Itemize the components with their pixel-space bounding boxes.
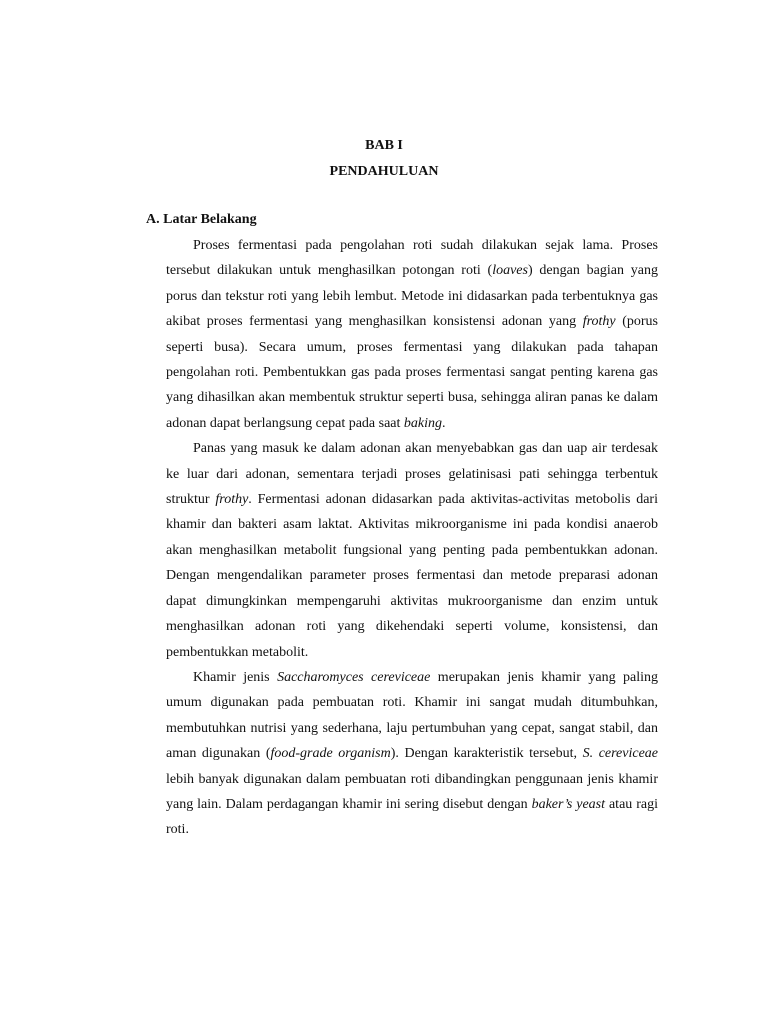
text-run: . Fermentasi adonan didasarkan pada aktivitas-activitas metobolis dari khamir dan bakteri asam laktat. Aktivitas mikroorganisme ini pada kondisi anaerob akan menghasilkan metabolit fungsional yang penting pada pembentukkan adonan. Dengan mengendalikan parameter proses fermentasi dan metode preparasi adonan dapat dimungkinkan mempengaruhi aktivitas mukroorganisme dan enzim untuk menghasilkan adonan roti yang dikehendaki seperti volume, konsistensi, dan pembentukkan metabolit. <box>166 492 658 660</box>
text-run: (porus seperti busa). Secara umum, proses fermentasi yang dilakukan pada tahapan pengolahan roti. Pembentukkan gas pada proses fermentasi sangat penting karena gas yang dihasilkan akan membentuk struktur seperti busa, sehingga aliran panas ke dalam adonan dapat berlangsung cepat pada saat <box>166 314 658 431</box>
italic-term: food-grade organism <box>270 746 391 762</box>
chapter-label: BAB I <box>365 138 403 153</box>
text-run: Panas yang masuk ke dalam adonan akan menyebabkan gas dan uap air terdesak ke luar dari adonan, sementara terjadi proses gelatinisasi pati sehingga terbentuk struktur <box>166 441 658 508</box>
body-paragraph <box>166 233 658 436</box>
text-run: merupakan jenis khamir yang paling umum digunakan pada pembuatan roti. Khamir ini sangat mudah ditumbuhkan, membutuhkan nutrisi yang sederhana, laju pertumbuhan yang cepat, sangat stabil, dan aman digunakan ( <box>166 669 659 762</box>
italic-term: baking <box>403 415 443 431</box>
section-heading: A. Latar Belakang <box>146 212 257 227</box>
body-paragraph <box>166 436 658 665</box>
italic-term: frothy <box>215 492 249 508</box>
chapter-title: PENDAHULUAN <box>329 164 439 179</box>
text-run: ) dengan bagian yang porus dan tekstur roti yang lebih lembut. Metode ini didasarkan pada terbentuknya gas akibat proses fermentasi yang menghasilkan konsistensi adonan yang <box>166 263 658 330</box>
text-run: lebih banyak digunakan dalam pembuatan roti dibandingkan penggunaan jenis khamir yang lain. Dalam perdagangan khamir ini sering disebut dengan <box>166 771 658 812</box>
body-paragraph <box>166 665 658 843</box>
text-run: ). Dengan karakteristik tersebut, <box>390 746 583 762</box>
text-run: Proses fermentasi pada pengolahan roti sudah dilakukan sejak lama. Proses tersebut dilakukan untuk menghasilkan potongan roti ( <box>166 238 658 279</box>
italic-term: S. cereviceae <box>582 746 659 762</box>
text-run: . <box>442 415 446 431</box>
body-text <box>166 233 658 843</box>
italic-term: loaves <box>492 263 528 279</box>
text-run: atau ragi roti. <box>166 796 658 838</box>
italic-term: baker’s yeast <box>531 796 606 812</box>
text-run: Khamir jenis <box>193 669 278 685</box>
italic-term: frothy <box>582 314 616 330</box>
italic-term: Saccharomyces cereviceae <box>277 669 431 685</box>
